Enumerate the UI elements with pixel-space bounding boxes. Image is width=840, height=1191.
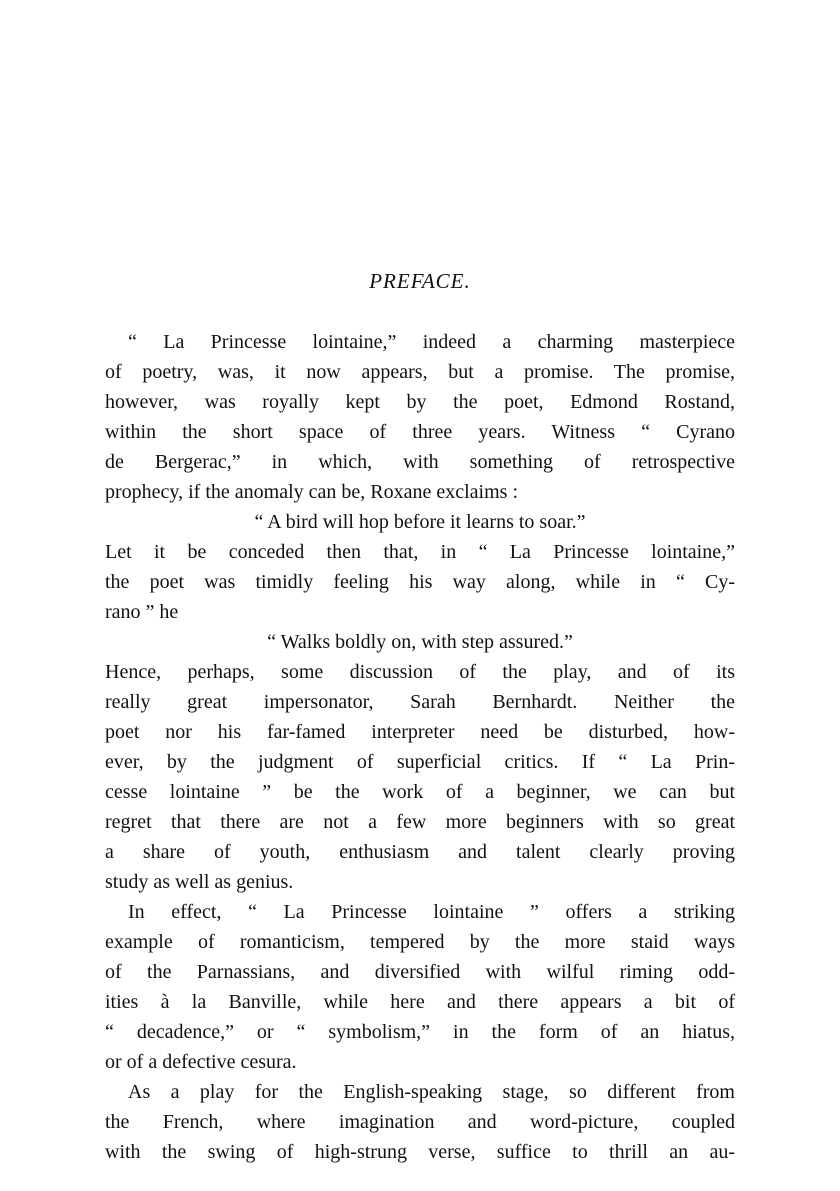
text-line: the French, where imagination and word-picture, coupled	[105, 1111, 735, 1133]
text-line: cesse lointaine ” be the work of a beginner, we can but	[105, 781, 735, 803]
text-line: ever, by the judgment of superficial critics. If “ La Prin-	[105, 751, 735, 773]
text-line: rano ” he	[105, 601, 179, 623]
text-line: ities à la Banville, while here and there appears a bit of	[105, 991, 735, 1013]
text-line: regret that there are not a few more beginners with so great	[105, 811, 735, 833]
text-line: of poetry, was, it now appears, but a promise. The promise,	[105, 361, 735, 383]
preface-heading: PREFACE.	[369, 269, 471, 293]
text-line: As a play for the English-speaking stage, so different from	[128, 1081, 735, 1103]
text-line: In effect, “ La Princesse lointaine ” offers a striking	[128, 901, 735, 923]
text-line: Let it be conceded then that, in “ La Princesse lointaine,”	[105, 541, 735, 563]
text-line: prophecy, if the anomaly can be, Roxane exclaims :	[105, 481, 518, 503]
text-line: with the swing of high-strung verse, suffice to thrill an au-	[105, 1141, 735, 1163]
text-line: however, was royally kept by the poet, Edmond Rostand,	[105, 391, 735, 413]
text-line: a share of youth, enthusiasm and talent clearly proving	[105, 841, 735, 863]
text-line: of the Parnassians, and diversified with wilful riming odd-	[105, 961, 735, 983]
text-line: poet nor his far-famed interpreter need be disturbed, how-	[105, 721, 735, 743]
text-line: example of romanticism, tempered by the more staid ways	[105, 931, 735, 953]
verse-quote: “ A bird will hop before it learns to soar.”	[254, 511, 586, 533]
text-line: de Bergerac,” in which, with something of retrospective	[105, 451, 735, 473]
text-line: or of a defective cesura.	[105, 1051, 297, 1073]
text-line: “ La Princesse lointaine,” indeed a charming masterpiece	[128, 331, 735, 353]
text-line: Hence, perhaps, some discussion of the play, and of its	[105, 661, 735, 683]
text-line: “ decadence,” or “ symbolism,” in the form of an hiatus,	[105, 1021, 735, 1043]
verse-quote: “ Walks boldly on, with step assured.”	[267, 631, 573, 653]
text-line: study as well as genius.	[105, 871, 294, 893]
text-line: within the short space of three years. Witness “ Cyrano	[105, 421, 735, 443]
text-line: the poet was timidly feeling his way along, while in “ Cy-	[105, 571, 735, 593]
text-line: really great impersonator, Sarah Bernhardt. Neither the	[105, 691, 735, 713]
